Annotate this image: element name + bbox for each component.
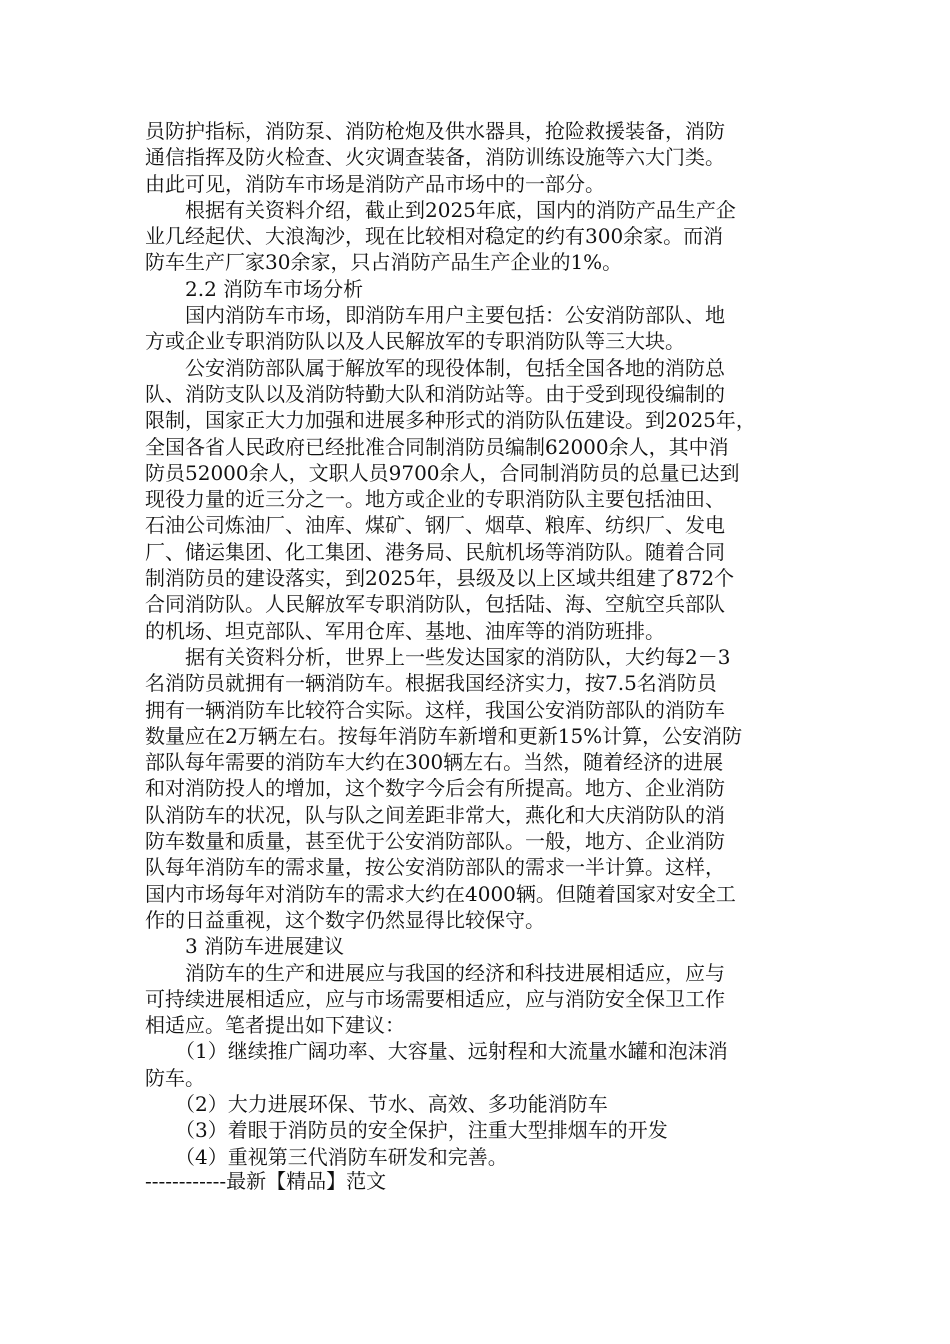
text-line: 制消防员的建设落实，到2025年，县级及以上区域共组建了872个 xyxy=(145,566,735,591)
text-line: 队每年消防车的需求量，按公安消防部队的需求一半计算。这样， xyxy=(145,855,725,880)
text-line: 3 消防车进展建议 xyxy=(145,934,345,959)
text-line: （2）大力进展环保、节水、高效、多功能消防车 xyxy=(145,1091,608,1116)
text-line: 2.2 消防车市场分析 xyxy=(145,276,364,301)
text-line: 限制，国家正大力加强和进展多种形式的消防队伍建设。到2025年， xyxy=(145,408,756,433)
text-line: 拥有一辆消防车比较符合实际。这样，我国公安消防部队的消防车 xyxy=(145,697,725,722)
text-line: 名消防员就拥有一辆消防车。根据我国经济实力，按7.5名消防员 xyxy=(145,671,717,696)
text-line: 和对消防投人的增加，这个数字今后会有所提高。地方、企业消防 xyxy=(145,776,725,801)
text-line: 根据有关资料介绍，截止到2025年底，国内的消防产品生产企 xyxy=(145,197,736,222)
text-line: 方或企业专职消防队以及人民解放军的专职消防队等三大块。 xyxy=(145,329,685,354)
text-line: 全国各省人民政府已经批准合同制消防员编制62000余人，其中消 xyxy=(145,434,729,459)
text-line: 部队每年需要的消防车大约在300辆左右。当然，随着经济的进展 xyxy=(145,750,724,775)
text-line: 厂、储运集团、化工集团、港务局、民航机场等消防队。随着合同 xyxy=(145,539,725,564)
text-line: 数量应在2万辆左右。按每年消防车新增和更新15%计算，公安消防 xyxy=(145,723,743,748)
text-line: 防车数量和质量，甚至优于公安消防部队。一般，地方、企业消防 xyxy=(145,829,725,854)
text-line: 据有关资料分析，世界上一些发达国家的消防队，大约每2－3 xyxy=(145,644,731,669)
text-line: 可持续进展相适应，应与市场需要相适应，应与消防安全保卫工作 xyxy=(145,986,725,1011)
text-line: （3）着眼于消防员的安全保护，注重大型排烟车的开发 xyxy=(145,1118,668,1143)
text-line: 现役力量的近三分之一。地方或企业的专职消防队主要包括油田、 xyxy=(145,487,725,512)
text-line: 合同消防队。人民解放军专职消防队，包括陆、海、空航空兵部队 xyxy=(145,592,725,617)
text-line: 作的日益重视，这个数字仍然显得比较保守。 xyxy=(145,907,545,932)
text-line: 国内市场每年对消防车的需求大约在4000辆。但随着国家对安全工 xyxy=(145,881,736,906)
text-line: 通信指挥及防火检查、火灾调查装备，消防训练设施等六大门类。 xyxy=(145,145,725,170)
text-line: 消防车的生产和进展应与我国的经济和科技进展相适应，应与 xyxy=(145,960,725,985)
text-line: 业几经起伏、大浪淘沙，现在比较相对稳定的约有300余家。而消 xyxy=(145,224,724,249)
text-line: 队消防车的状况，队与队之间差距非常大，燕化和大庆消防队的消 xyxy=(145,802,725,827)
text-line: 防员52000余人，文职人员9700余人，合同制消防员的总量已达到 xyxy=(145,460,740,485)
text-line: （1）继续推广阔功率、大容量、远射程和大流量水罐和泡沫消 xyxy=(145,1039,728,1064)
text-line: 的机场、坦克部队、军用仓库、基地、油库等的消防班排。 xyxy=(145,618,665,643)
text-line: 员防护指标，消防泵、消防枪炮及供水器具，抢险救援装备，消防 xyxy=(145,119,725,143)
text-line: 防车生产厂家30余家，只占消防产品生产企业的1%。 xyxy=(145,250,623,275)
text-line: 防车。 xyxy=(145,1065,205,1090)
document-body xyxy=(145,118,810,1170)
text-line: 由此可见，消防车市场是消防产品市场中的一部分。 xyxy=(145,171,605,196)
text-line: （4）重视第三代消防车研发和完善。 xyxy=(145,1144,508,1169)
text-line: 相适应。笔者提出如下建议： xyxy=(145,1013,405,1038)
footer-text: ------------最新【精品】范文 xyxy=(145,1169,387,1193)
text-line: 国内消防车市场，即消防车用户主要包括：公安消防部队、地 xyxy=(145,303,725,328)
text-line: 公安消防部队属于解放军的现役体制，包括全国各地的消防总 xyxy=(145,355,725,380)
text-line: 队、消防支队以及消防特勤大队和消防站等。由于受到现役编制的 xyxy=(145,381,725,406)
text-line: 石油公司炼油厂、油库、煤矿、钢厂、烟草、粮库、纺织厂、发电 xyxy=(145,513,725,538)
